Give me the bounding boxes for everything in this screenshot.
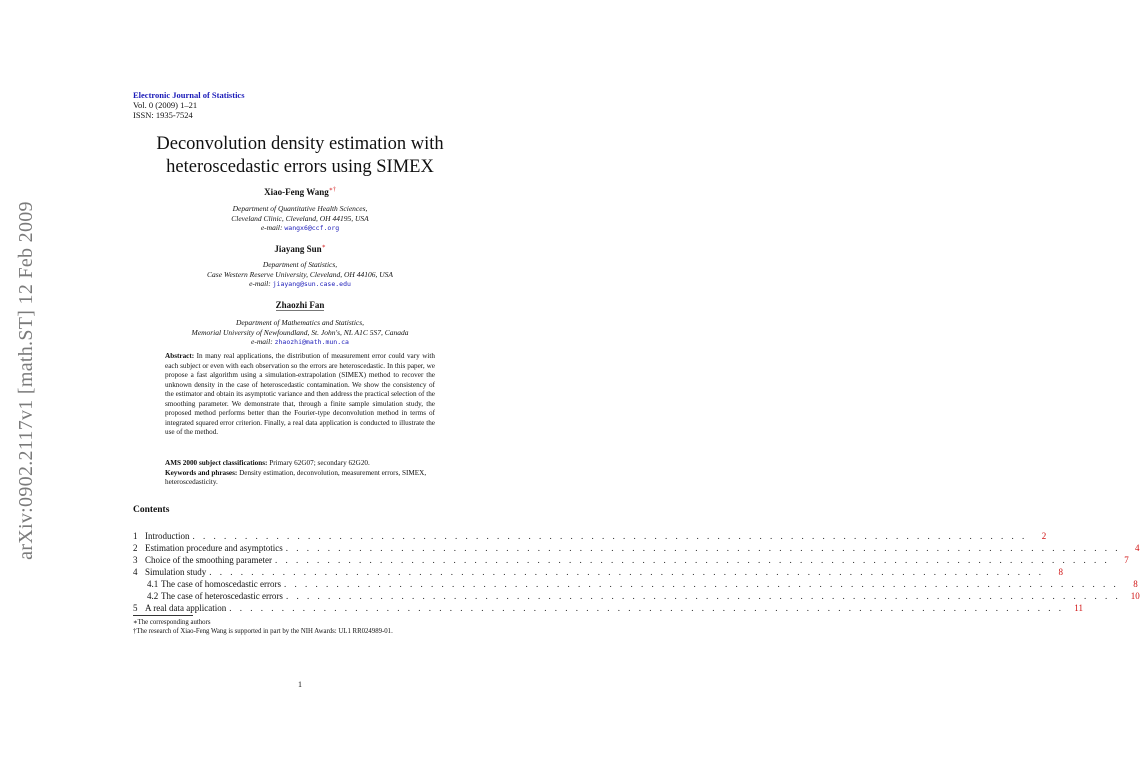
arxiv-id: arXiv:0902.2117v1 [math.ST] 12 Feb 2009 (14, 200, 37, 560)
abstract (165, 352, 435, 438)
toc-page-link[interactable]: 10 (1130, 591, 1140, 601)
footnote: †The research of Xiao-Feng Wang is supported in part by the NIH Awards: UL1 RR024989-01. (133, 627, 393, 635)
author-marks[interactable]: ∗† (328, 187, 336, 193)
toc-entry-label[interactable]: Simulation study (145, 567, 207, 577)
abstract-label: Abstract: (165, 352, 195, 360)
author-affiliation: Department of Quantitative Health Sciences, Cleveland Clinic, Cleveland, OH 44195, USA e-mail: wangx6@ccf.org (100, 204, 500, 234)
journal-name-link[interactable]: Electronic Journal of Statistics (133, 90, 245, 100)
journal-volume: Vol. 0 (2009) 1–21 (133, 100, 198, 110)
toc-entry[interactable] (133, 566, 1064, 578)
toc-page-link[interactable]: 7 (1124, 555, 1129, 565)
toc-entry[interactable] (133, 602, 1083, 614)
title-line-1: Deconvolution density estimation with (156, 134, 444, 154)
footnote: ∗The corresponding authors (133, 619, 211, 626)
journal-issn: ISSN: 1935-7524 (133, 110, 193, 120)
toc-leader-dots: . . . . . . . . . . . . . . . . . . . . . . . . . . . . . . . . . . . . . . . . . . . . . . . . . . . . . . . . . . . . . . . . . . . . . . . . . . . . . . . . (285, 591, 1121, 601)
paper-title (100, 133, 500, 179)
toc-entry[interactable] (133, 530, 1047, 542)
toc-leader-dots: . . . . . . . . . . . . . . . . . . . . . . . . . . . . . . . . . . . . . . . . . . . . . . . . . . . . . . . . . . . . . . . . . . . . . . . . . . . . . . . . (209, 567, 1045, 577)
toc-entry-label[interactable]: The case of heteroscedastic errors (161, 591, 283, 601)
toc-entry[interactable] (133, 590, 1140, 602)
author-email: e-mail: jiayang@sun.case.edu (249, 279, 351, 288)
toc-entry-number: 4.1 (147, 579, 159, 589)
toc-page-link[interactable]: 4 (1134, 543, 1140, 553)
email-link[interactable]: jiayang@sun.case.edu (272, 280, 351, 288)
ams-classification: AMS 2000 subject classifications: Primary 62G07; secondary 62G20. (165, 459, 370, 467)
toc-entry-label[interactable]: Choice of the smoothing parameter (145, 555, 272, 565)
arxiv-watermark (6, 190, 46, 570)
contents-heading: Contents (133, 505, 170, 515)
toc-entry-number: 4 (133, 567, 138, 577)
toc-entry-number: 5 (133, 603, 138, 613)
toc-page-link[interactable]: 8 (1133, 579, 1138, 589)
toc-leader-dots: . . . . . . . . . . . . . . . . . . . . . . . . . . . . . . . . . . . . . . . . . . . . . . . . . . . . . . . . . . . . . . . . . . . . . . . . . . . . . . . . (285, 543, 1121, 553)
email-link[interactable]: wangx6@ccf.org (284, 224, 340, 232)
toc-page-link[interactable]: 2 (1041, 531, 1047, 541)
toc-entry[interactable] (133, 542, 1140, 554)
keywords: Keywords and phrases: Density estimation, deconvolution, measurement errors, SIMEX, heteroscedasticity. (165, 468, 427, 486)
email-link[interactable]: zhaozhi@math.mun.ca (274, 338, 349, 346)
toc-entry-label[interactable]: The case of homoscedastic errors (161, 579, 281, 589)
author-marks[interactable]: ∗ (321, 244, 326, 250)
table-of-contents (133, 530, 1140, 614)
toc-entry-label[interactable]: A real data application (145, 603, 227, 613)
author-email: e-mail: zhaozhi@math.mun.ca (251, 337, 349, 346)
toc-leader-dots: . . . . . . . . . . . . . . . . . . . . . . . . . . . . . . . . . . . . . . . . . . . . . . . . . . . . . . . . . . . . . . . . . . . . . . . . . . . . . . . . (192, 531, 1028, 541)
author-affiliation: Department of Statistics, Case Western Reserve University, Cleveland, OH 44106, USA e-mail: jiayang@sun.case.edu (100, 260, 500, 290)
journal-header (133, 90, 245, 120)
classifications (165, 459, 435, 488)
toc-leader-dots: . . . . . . . . . . . . . . . . . . . . . . . . . . . . . . . . . . . . . . . . . . . . . . . . . . . . . . . . . . . . . . . . . . . . . . . . . . . . . . . . (283, 579, 1119, 589)
toc-entry-number: 2 (133, 543, 138, 553)
toc-entry-label[interactable]: Introduction (145, 531, 190, 541)
author-name: Jiayang Sun∗ (274, 244, 326, 254)
author-name: Zhaozhi Fan (275, 300, 325, 310)
toc-entry-number: 4.2 (147, 591, 159, 601)
toc-leader-dots: . . . . . . . . . . . . . . . . . . . . . . . . . . . . . . . . . . . . . . . . . . . . . . . . . . . . . . . . . . . . . . . . . . . . . . . . . . . . . . . . (274, 555, 1110, 565)
toc-entry-number: 3 (133, 555, 138, 565)
toc-entry-label[interactable]: Estimation procedure and asymptotics (145, 543, 283, 553)
footnotes (133, 619, 469, 636)
toc-entry[interactable] (133, 554, 1129, 566)
page-number: 1 (298, 680, 302, 689)
footnote-rule (133, 615, 193, 616)
author-name: Xiao-Feng Wang∗† (264, 187, 336, 197)
author-email: e-mail: wangx6@ccf.org (260, 223, 340, 232)
abstract-text: In many real applications, the distribution of measurement error could vary with each subject or even with each observation so the errors are heteroscedastic. In this paper, we propose a fast algorithm using a simulation-extrapolation (SIMEX) method to recover the unknown density in the case of heteroscedastic contamination. We show the consistency of the estimator and obtain its asymptotic variance and then address the practical selection of the smoothing parameter. We demonstrate that, through a finite sample simulation study, the proposed method performs better than the Fourier-type deconvolution method in terms of integrated squared error criterion. Finally, a real data application is conducted to illustrate the use of the method. (165, 352, 436, 436)
toc-leader-dots: . . . . . . . . . . . . . . . . . . . . . . . . . . . . . . . . . . . . . . . . . . . . . . . . . . . . . . . . . . . . . . . . . . . . . . . . . . . . . . . . (229, 603, 1064, 613)
toc-page-link[interactable]: 8 (1058, 567, 1064, 577)
title-line-2: heteroscedastic errors using SIMEX (166, 157, 434, 177)
toc-page-link[interactable]: 11 (1074, 603, 1083, 613)
toc-entry[interactable] (133, 578, 1138, 590)
toc-entry-number: 1 (133, 531, 138, 541)
author-affiliation: Department of Mathematics and Statistics, Memorial University of Newfoundland, St. John's, NL A1C 5S7, Canada e-mail: zhaozhi@math.mun.ca (100, 318, 500, 348)
